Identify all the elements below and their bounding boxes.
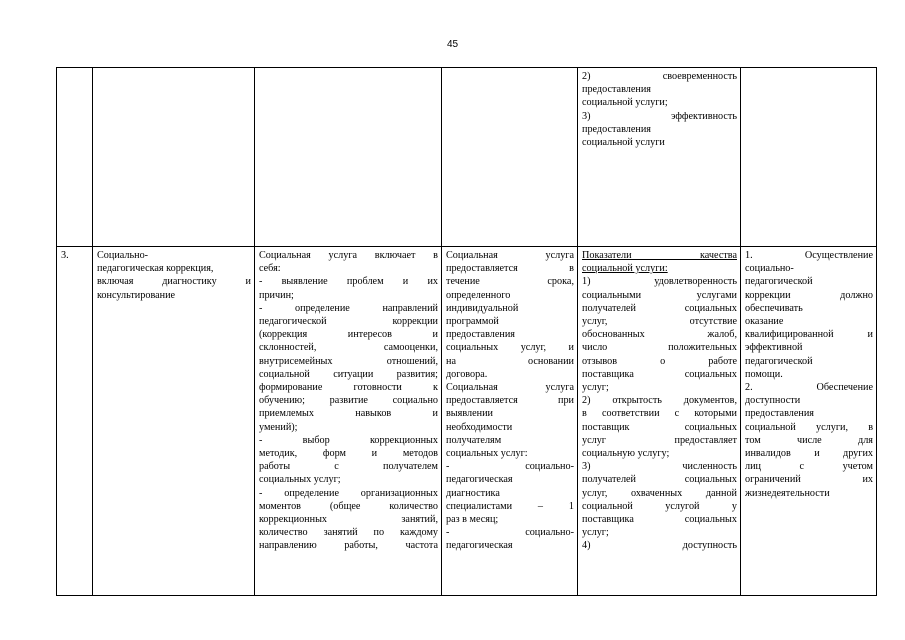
- text-line: доступности: [745, 395, 801, 407]
- text-line: обеспечивать: [745, 302, 803, 314]
- text-line: склонностей, самооценки,: [259, 342, 438, 354]
- text-line: - выявление проблем и их: [259, 276, 438, 288]
- text-line: 3) эффективность: [582, 110, 737, 122]
- text-line: программой: [446, 316, 499, 328]
- text-line: необходимости: [446, 421, 513, 433]
- text-line: социальную услугу;: [582, 448, 670, 460]
- text-line: получателей социальных: [582, 302, 737, 314]
- text-line: социальной ситуации развития;: [259, 368, 438, 380]
- text-line: - определение направлений: [259, 302, 438, 314]
- text-line: предоставления: [745, 408, 814, 420]
- cell-quality-criteria: [578, 247, 741, 596]
- cell-service-content: [255, 247, 442, 596]
- text-line: коррекционных занятий,: [259, 514, 438, 526]
- text-line: работы с получателем: [259, 461, 438, 473]
- text-line: 1. Осуществление: [745, 250, 873, 261]
- cell-service-term: [442, 68, 578, 247]
- text-line: педагогической: [745, 355, 813, 367]
- text-line: педагогическая: [446, 540, 513, 552]
- text-line: обоснованных жалоб,: [582, 329, 737, 341]
- text-line: диагностика: [446, 487, 500, 499]
- text-line: том числе для: [745, 434, 873, 446]
- text-line: инвалидов и других: [745, 448, 873, 460]
- text-line: 4) доступность: [582, 540, 737, 552]
- text-line: на основании: [446, 355, 574, 367]
- text-line: - выбор коррекционных: [259, 434, 438, 446]
- text-line: внутрисемейных отношений,: [259, 355, 438, 367]
- text-line: число положительных: [582, 342, 737, 354]
- cell-service-content: [255, 68, 442, 247]
- text-line: причин;: [259, 289, 294, 301]
- text-line: социальных услуг:: [446, 448, 528, 460]
- text-line: социально-: [745, 263, 794, 275]
- text-line: социальных услуг;: [259, 474, 341, 486]
- cell-quality-criteria: [578, 68, 741, 247]
- text-line: 2) своевременность: [582, 71, 737, 82]
- text-line: социальной услуги;: [582, 97, 668, 109]
- text-line: 2. Обеспечение: [745, 382, 873, 394]
- text-line: Социальная услуга: [446, 382, 574, 394]
- text-line: в соответствии с которыми: [582, 408, 737, 420]
- text-line: помощи.: [745, 368, 783, 380]
- text-line: индивидуальной: [446, 302, 519, 314]
- text-line: услуг;: [582, 527, 609, 539]
- text-line: обучению; развитие социально: [259, 395, 438, 407]
- text-line: предоставления: [582, 84, 651, 96]
- table-row: [57, 247, 877, 596]
- text-line: себя:: [259, 263, 281, 275]
- text-line: услуг, отсутствие: [582, 316, 737, 328]
- text-line: 3) численность: [582, 461, 737, 473]
- text-line: методик, форм и методов: [259, 448, 438, 460]
- text-line: 1) удовлетворенность: [582, 276, 737, 288]
- text-line: направлению работы, частота: [259, 540, 438, 552]
- text-line: услуг;: [582, 382, 609, 394]
- text-line: - социально-: [446, 461, 574, 473]
- text-line: социальной услугой у: [582, 500, 737, 512]
- text-line: педагогическая коррекция,: [97, 263, 214, 275]
- text-line: получателям: [446, 434, 502, 446]
- text-line: раз в месяц;: [446, 514, 499, 526]
- text-line: - определение организационных: [259, 487, 438, 499]
- text-line: оказание: [745, 316, 784, 328]
- text-line: отзывов о работе: [582, 355, 737, 367]
- text-line: квалифицированной и: [745, 329, 873, 341]
- cell-number: [57, 247, 93, 596]
- cell-number: [57, 68, 93, 247]
- text-line: педагогическая: [446, 474, 513, 486]
- text-line: Показатели качества: [582, 250, 737, 261]
- text-line: социальных услуг, и: [446, 342, 574, 354]
- text-line: умений);: [259, 421, 298, 433]
- cell-conditions: [741, 68, 877, 247]
- text-line: выявлении: [446, 408, 493, 420]
- text-line: лиц с учетом: [745, 461, 873, 473]
- page-number: 45: [446, 39, 459, 50]
- row-number: 3.: [61, 250, 69, 261]
- text-line: договора.: [446, 368, 488, 380]
- text-line: моментов (общее количество: [259, 500, 438, 512]
- text-line: жизнедеятельности: [745, 487, 830, 499]
- text-line: поставщик социальных: [582, 421, 737, 433]
- cell-service-term: [442, 247, 578, 596]
- text-line: коррекции должно: [745, 289, 873, 301]
- table-row: [57, 68, 877, 247]
- text-line: социальной услуги, в: [745, 421, 873, 433]
- text-line: предоставляется в: [446, 263, 574, 275]
- text-line: специалистами – 1: [446, 500, 574, 512]
- text-line: педагогической коррекции: [259, 316, 438, 328]
- text-line: услуг, охваченных данной: [582, 487, 737, 499]
- text-line: ограничений их: [745, 474, 873, 486]
- text-line: 2) открытость документов,: [582, 395, 737, 407]
- text-line: консультирование: [97, 289, 176, 301]
- text-line: поставщика социальных: [582, 514, 737, 526]
- text-line: предоставления: [582, 123, 651, 135]
- cell-service-name: [93, 247, 255, 596]
- cell-service-name: [93, 68, 255, 247]
- text-line: количество занятий по каждому: [259, 527, 438, 539]
- text-line: педагогической: [745, 276, 813, 288]
- text-line: - социально-: [446, 527, 574, 539]
- text-line: определенного: [446, 289, 511, 301]
- text-line: поставщика социальных: [582, 368, 737, 380]
- text-line: течение срока,: [446, 276, 574, 288]
- text-line: (коррекция интересов и: [259, 329, 438, 341]
- text-line: социальной услуги: [582, 137, 665, 149]
- text-line: социальной услуги:: [582, 263, 668, 275]
- text-line: предоставления: [446, 329, 515, 341]
- cell-conditions: [741, 247, 877, 596]
- services-table: [56, 67, 877, 596]
- text-line: формирование готовности к: [259, 382, 438, 394]
- text-line: Социальная услуга включает в: [259, 250, 438, 261]
- text-line: предоставляется при: [446, 395, 574, 407]
- text-line: Социально-: [97, 250, 149, 261]
- text-line: получателей социальных: [582, 474, 737, 486]
- text-line: услуг предоставляет: [582, 434, 737, 446]
- text-line: социальными услугами: [582, 289, 737, 301]
- text-line: приемлемых навыков и: [259, 408, 438, 420]
- text-line: Социальная услуга: [446, 250, 574, 261]
- text-line: включая диагностику и: [97, 276, 251, 288]
- text-line: эффективной: [745, 342, 803, 354]
